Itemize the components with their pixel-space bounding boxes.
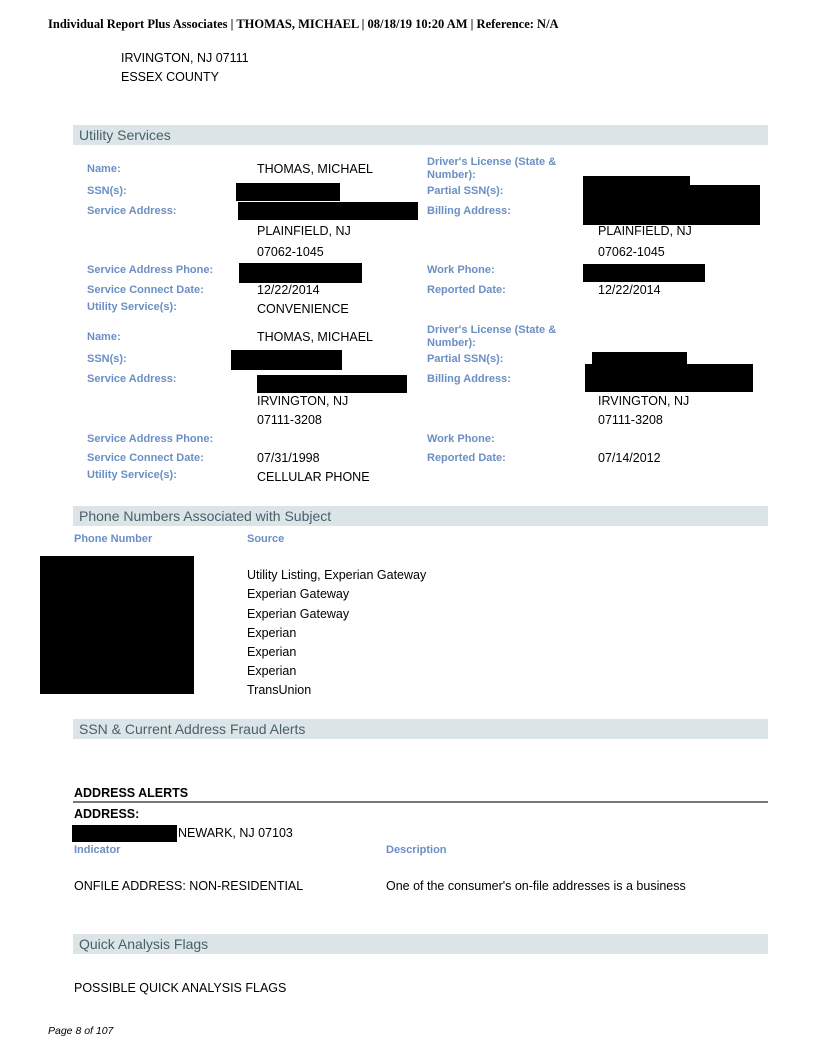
address-value: NEWARK, NJ 07103 xyxy=(178,826,293,840)
phone-number-column-header: Phone Number xyxy=(74,533,153,545)
address-label: ADDRESS: xyxy=(74,807,140,821)
drivers-license-label: Driver's License (State & Number): xyxy=(427,156,557,181)
connect-date-value: 12/22/2014 xyxy=(257,283,320,297)
quick-analysis-section-header xyxy=(73,934,768,954)
service-address-label: Service Address: xyxy=(87,373,177,385)
utility-service-value: CELLULAR PHONE xyxy=(257,470,370,484)
source-item: Utility Listing, Experian Gateway xyxy=(247,568,427,582)
description-value: One of the consumer's on-file addresses is a business xyxy=(386,879,686,893)
billing-city: IRVINGTON, NJ xyxy=(598,394,690,408)
address-line-1: IRVINGTON, NJ 07111 xyxy=(121,51,249,65)
section-title: SSN & Current Address Fraud Alerts xyxy=(79,721,306,737)
service-city: PLAINFIELD, NJ xyxy=(257,224,351,238)
source-item: TransUnion xyxy=(247,683,312,697)
reported-date-value: 07/14/2012 xyxy=(598,451,661,465)
address-alerts-heading: ADDRESS ALERTS xyxy=(74,786,189,800)
section-title: Quick Analysis Flags xyxy=(79,936,209,952)
work-phone-label: Work Phone: xyxy=(427,264,495,276)
divider xyxy=(73,801,768,803)
section-title: Phone Numbers Associated with Subject xyxy=(79,508,332,524)
work-phone-label: Work Phone: xyxy=(427,433,495,445)
page-number: Page 8 of 107 xyxy=(48,1025,114,1037)
redaction-box xyxy=(585,364,753,392)
billing-city: PLAINFIELD, NJ xyxy=(598,224,692,238)
utility-services-label: Utility Service(s): xyxy=(87,301,177,313)
redaction-box xyxy=(583,185,760,225)
phone-numbers-section-header xyxy=(73,506,768,526)
source-item: Experian Gateway xyxy=(247,607,350,621)
drivers-license-label: Driver's License (State & Number): xyxy=(427,324,557,349)
redaction-box xyxy=(257,375,407,393)
section-title: Utility Services xyxy=(79,127,171,143)
indicator-value: ONFILE ADDRESS: NON-RESIDENTIAL xyxy=(74,879,304,893)
service-zip: 07111-3208 xyxy=(257,413,322,427)
billing-address-label: Billing Address: xyxy=(427,205,511,217)
billing-address-label: Billing Address: xyxy=(427,373,511,385)
possible-flags-text: POSSIBLE QUICK ANALYSIS FLAGS xyxy=(74,981,287,995)
service-address-phone-label: Service Address Phone: xyxy=(87,264,214,276)
redaction-box xyxy=(239,263,362,283)
utility-services-label: Utility Service(s): xyxy=(87,469,177,481)
service-connect-date-label: Service Connect Date: xyxy=(87,452,204,464)
partial-ssn-label: Partial SSN(s): xyxy=(427,353,504,365)
source-item: Experian xyxy=(247,626,297,640)
redaction-box xyxy=(236,183,340,201)
utility-services-section-header xyxy=(73,125,768,145)
description-column-header: Description xyxy=(386,844,447,856)
billing-zip: 07062-1045 xyxy=(598,245,665,259)
source-column-header: Source xyxy=(247,533,285,545)
reported-date-value: 12/22/2014 xyxy=(598,283,661,297)
source-item: Experian Gateway xyxy=(247,587,350,601)
redaction-box xyxy=(231,350,342,370)
fraud-alerts-section-header xyxy=(73,719,768,739)
source-item: Experian xyxy=(247,664,297,678)
indicator-column-header: Indicator xyxy=(74,844,121,856)
service-connect-date-label: Service Connect Date: xyxy=(87,284,204,296)
service-address-label: Service Address: xyxy=(87,205,177,217)
name-value: THOMAS, MICHAEL xyxy=(257,330,373,344)
billing-zip: 07111-3208 xyxy=(598,413,663,427)
redaction-box xyxy=(238,202,418,220)
name-label: Name: xyxy=(87,163,121,175)
redaction-box xyxy=(72,825,177,842)
service-city: IRVINGTON, NJ xyxy=(257,394,349,408)
redaction-box xyxy=(40,556,194,694)
ssn-label: SSN(s): xyxy=(87,185,127,197)
partial-ssn-label: Partial SSN(s): xyxy=(427,185,504,197)
connect-date-value: 07/31/1998 xyxy=(257,451,320,465)
redaction-box xyxy=(583,264,705,282)
service-address-phone-label: Service Address Phone: xyxy=(87,433,214,445)
reported-date-label: Reported Date: xyxy=(427,284,506,296)
utility-service-value: CONVENIENCE xyxy=(257,302,349,316)
service-zip: 07062-1045 xyxy=(257,245,324,259)
name-value: THOMAS, MICHAEL xyxy=(257,162,373,176)
redaction-box xyxy=(592,352,687,364)
report-header: Individual Report Plus Associates | THOMAS, MICHAEL | 08/18/19 10:20 AM | Reference: N/A xyxy=(48,17,559,31)
reported-date-label: Reported Date: xyxy=(427,452,506,464)
source-item: Experian xyxy=(247,645,297,659)
name-label: Name: xyxy=(87,331,121,343)
address-line-2: ESSEX COUNTY xyxy=(121,70,219,84)
ssn-label: SSN(s): xyxy=(87,353,127,365)
